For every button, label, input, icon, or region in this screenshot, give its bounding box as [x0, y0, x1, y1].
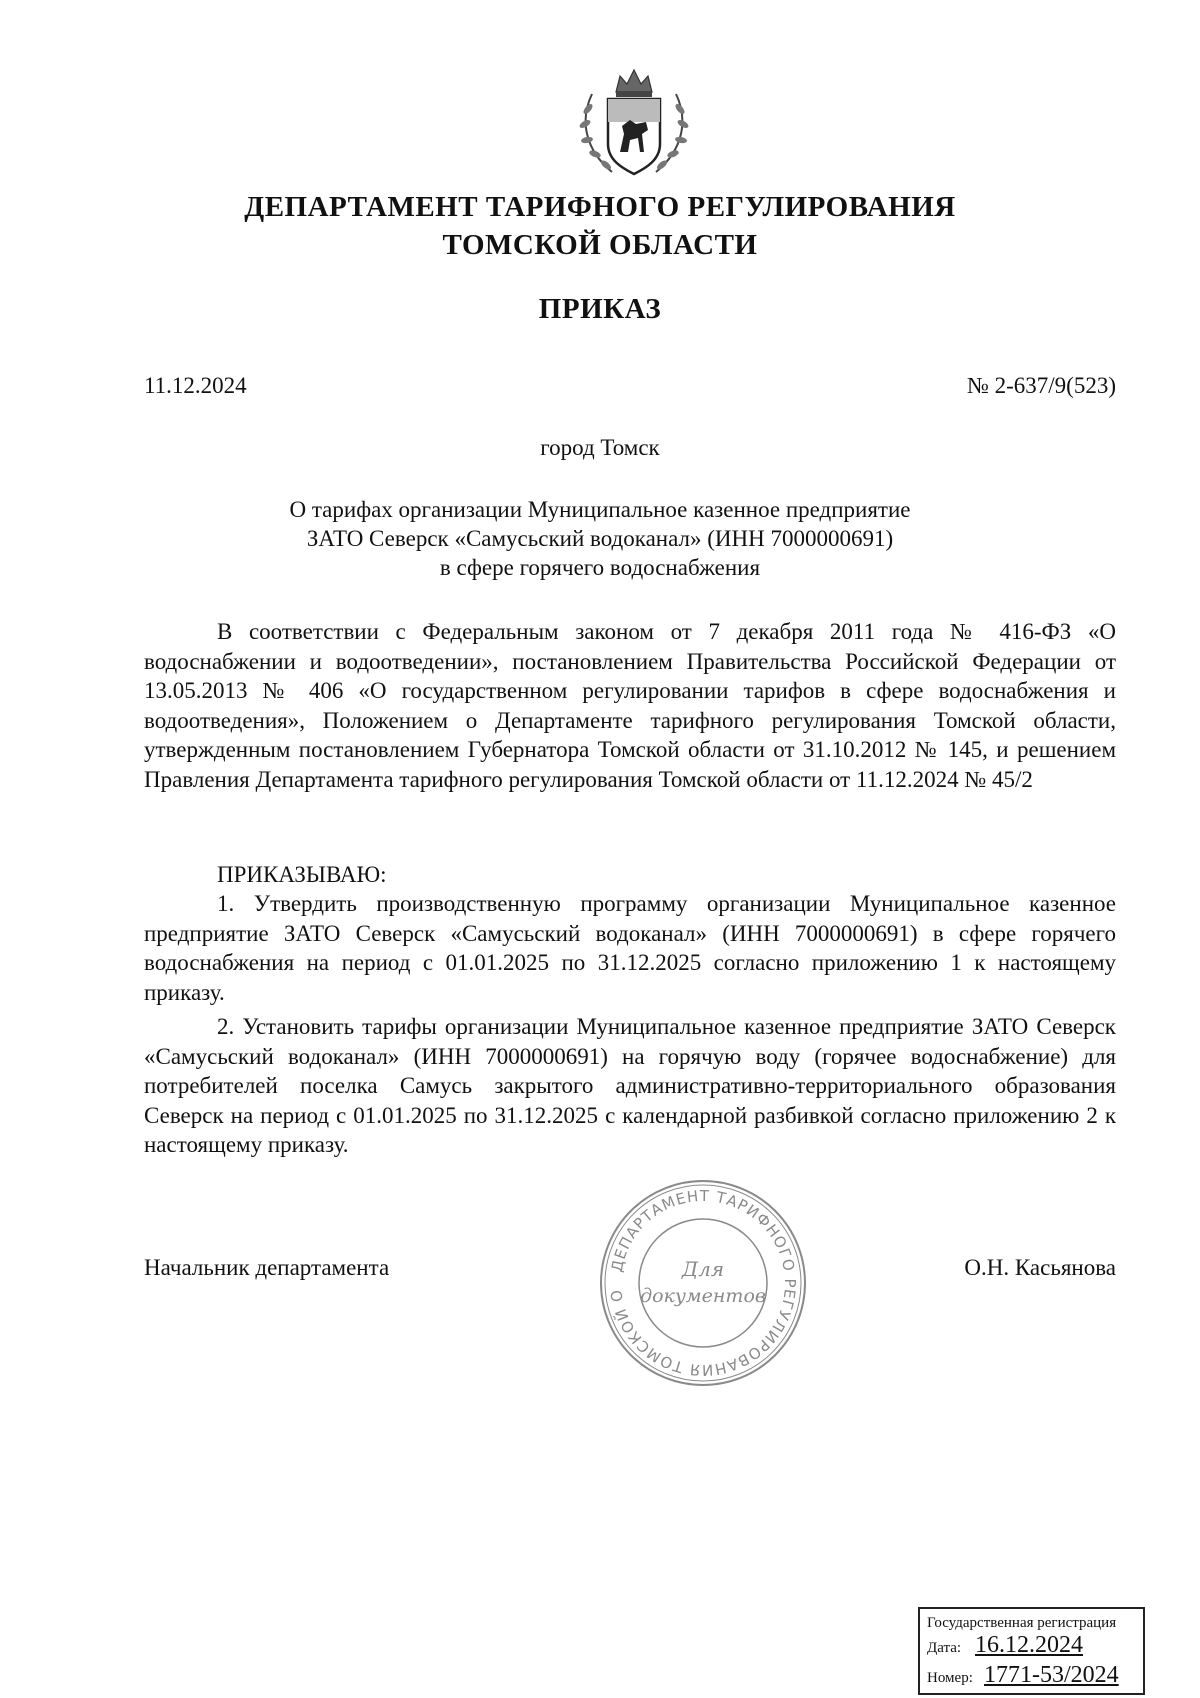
official-seal-stamp [598, 1178, 808, 1388]
department-title-line1: ДЕПАРТАМЕНТ ТАРИФНОГО РЕГУЛИРОВАНИЯ [244, 191, 956, 223]
order-date: 11.12.2024 [144, 373, 247, 398]
signatory-name: О.Н. Касьянова [964, 1255, 1116, 1280]
subject-line2: ЗАТО Северск «Самусьский водоканал» (ИНН 7000000691) [306, 526, 894, 551]
city: город Томск [540, 435, 660, 460]
coat-of-arms-icon [570, 64, 698, 184]
order-number: № 2-637/9(523) [966, 373, 1116, 398]
seal-center-line1: Для [681, 1257, 725, 1281]
state-registration-box [918, 1607, 1145, 1695]
seal-center-line2: документов [640, 1285, 766, 1307]
document-type-title: ПРИКАЗ [538, 293, 662, 325]
department-title-line2: ТОМСКОЙ ОБЛАСТИ [442, 229, 758, 261]
subject-line1: О тарифах организации Муниципальное казенное предприятие [289, 497, 911, 522]
seal-ring-text: ДЕПАРТАМЕНТ ТАРИФНОГО РЕГУЛИРОВАНИЯ ТОМСКОЙ О [607, 1186, 800, 1380]
order-item-1: 1. Утвердить производственную программу организации Муниципальное казенное предприятие ЗАТО Северск «Самусьский водоканал» (ИНН 7000000691) в сфере горячего водоснабжения на период с 01.01.2025 по 31.12.2025 согласно приложению 1 к настоящему приказу. [144, 891, 1116, 1005]
subject-line3: в сфере горячего водоснабжения [439, 555, 761, 580]
order-word: ПРИКАЗЫВАЮ: [217, 862, 387, 887]
registration-number-label: Номер: [927, 1670, 973, 1686]
registration-title: Государственная регистрация [927, 1615, 1117, 1631]
registration-number-value: 1771-53/2024 [984, 1662, 1119, 1688]
signatory-position: Начальник департамента [144, 1255, 390, 1280]
preamble-paragraph: В соответствии с Федеральным законом от 7 декабря 2011 года № 416-ФЗ «О водоснабжении и водоотведении», постановлением Правительства Российской Федерации от 13.05.2013 № 406 «О государственном регулировании тарифов в сфере водоснабжения и водоотведения», Положением о Департаменте тарифного регулирования Томской области, утвержденным постановлением Губернатора Томской области от 31.10.2012 № 145, и решением Правления Департамента тарифного регулирования Томской области от 11.12.2024 № 45/2 [144, 619, 1116, 792]
registration-date-value: 16.12.2024 [975, 1632, 1083, 1658]
order-item-2: 2. Установить тарифы организации Муниципальное казенное предприятие ЗАТО Северск «Самусьский водоканал» (ИНН 7000000691) на горячую воду (горячее водоснабжение) для потребителей поселка Самусь закрытого административно-территориального образования Северск на период с 01.01.2025 по 31.12.2025 с календарной разбивкой согласно приложению 2 к настоящему приказу. [144, 1014, 1116, 1157]
registration-date-label: Дата: [927, 1640, 962, 1656]
